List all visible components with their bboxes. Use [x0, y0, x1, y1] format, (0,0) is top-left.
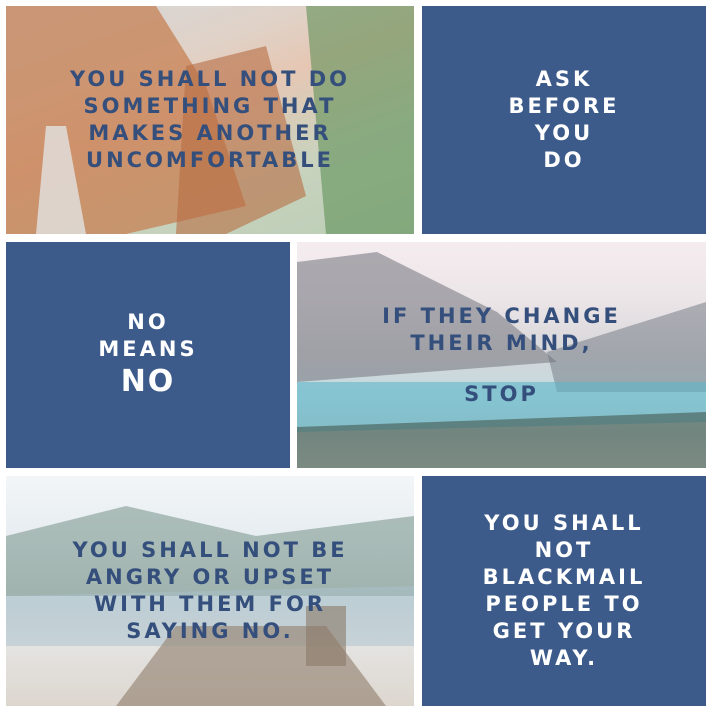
- tile-not-angry: [6, 476, 414, 706]
- tile-no-blackmail: [422, 476, 706, 706]
- tile-no-means-no: [6, 242, 290, 468]
- rule-text-no-emphasis: NO: [120, 364, 176, 399]
- tile-change-mind: [297, 242, 706, 468]
- tile-ask-before: [422, 6, 706, 234]
- rule-text-no: NO: [127, 310, 169, 334]
- rule-text-not-angry: YOU SHALL NOT BE ANGRY OR UPSET WITH THEM FOR SAYING NO.: [72, 538, 348, 643]
- rule-text-uncomfortable: YOU SHALL NOT DO SOMETHING THAT MAKES ANOTHER UNCOMFORTABLE: [69, 67, 351, 172]
- rule-text-means: MEANS: [98, 337, 198, 361]
- rule-text-ask: ASK BEFORE YOU DO: [508, 67, 620, 172]
- rule-text-blackmail: YOU SHALL NOT BLACKMAIL PEOPLE TO GET YOUR WAY.: [482, 511, 646, 670]
- rule-text-change-mind: IF THEY CHANGE THEIR MIND,: [382, 303, 621, 355]
- tile-canyon-rule: [6, 6, 414, 234]
- rule-text-stop: STOP: [464, 381, 539, 406]
